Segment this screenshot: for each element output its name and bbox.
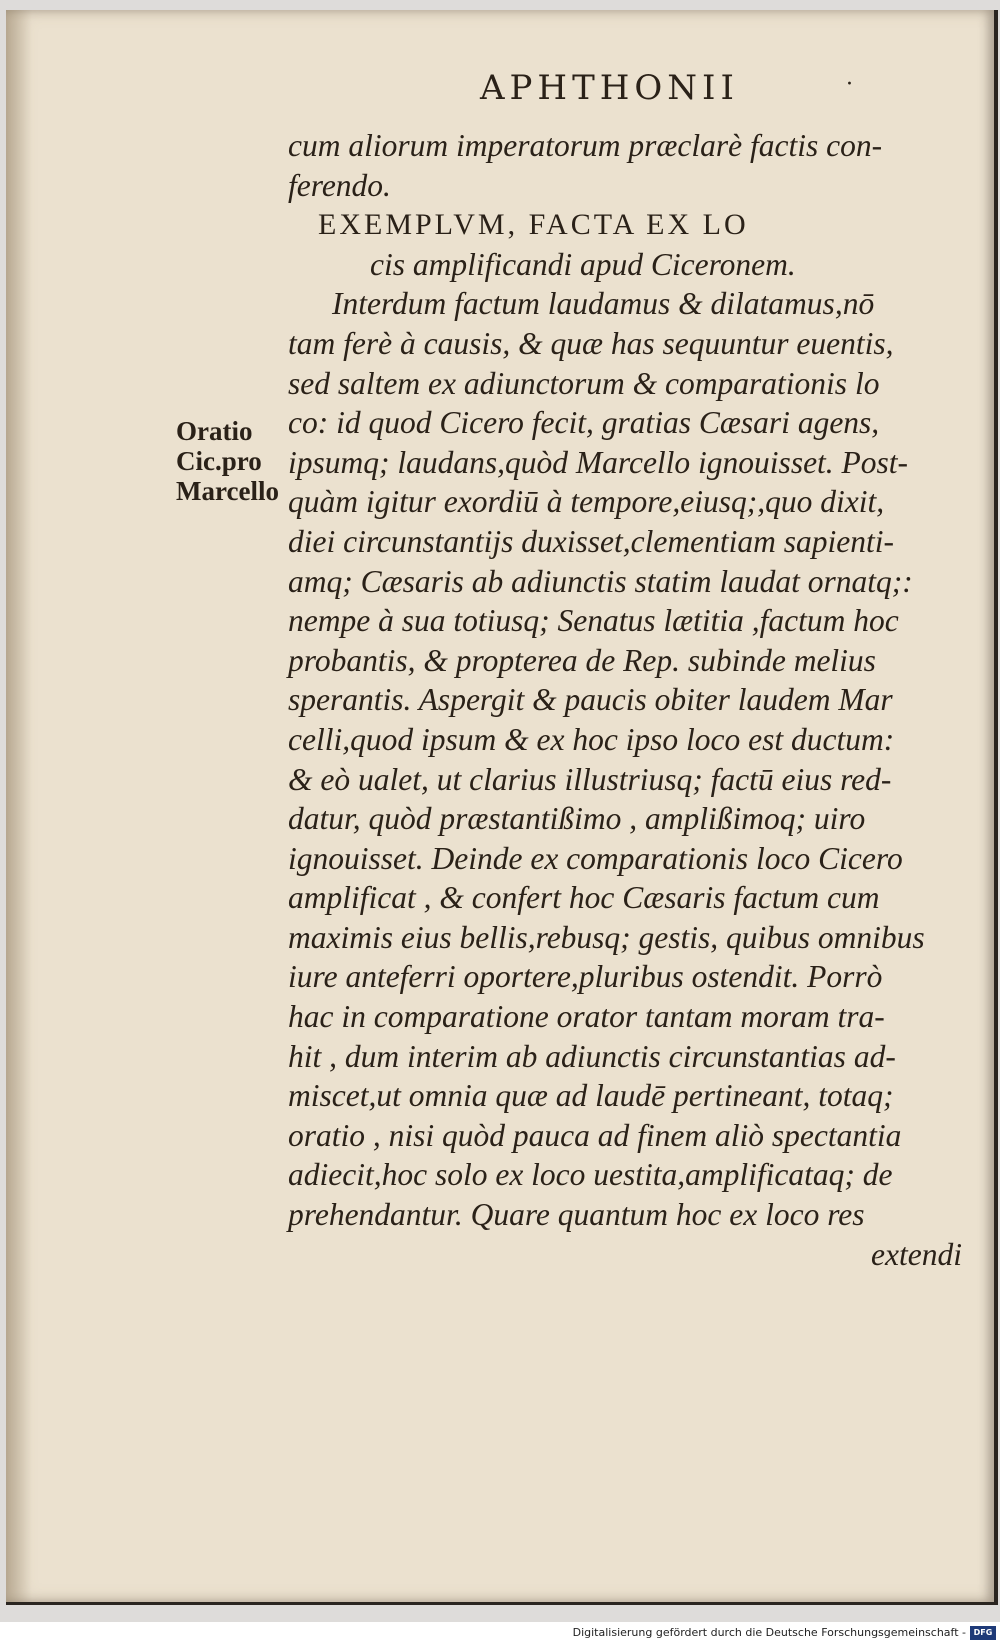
text-line: miscet,ut omnia quæ ad laudē pertineant, totaq; [288,1078,894,1114]
text-line: tam ferè à causis, & quæ has sequuntur euentis, [288,325,894,361]
text-line: hac in comparatione orator tantam moram tra- [288,999,885,1035]
marginal-note-line: Oratio [176,416,253,446]
folio-mark: · [846,72,853,97]
text-line: amplificat , & confert hoc Cæsaris factum cum [288,880,880,916]
text-line: amq; Cæsaris ab adiunctis statim laudat ornatq;: [288,563,913,599]
marginal-note [176,416,296,506]
text-line: ferendo. [288,167,391,203]
text-line: celli,quod ipsum & ex hoc ipso loco est ductum: [288,721,895,757]
text-line: adiecit,hoc solo ex loco uestita,amplificataq; de [288,1157,893,1193]
text-line: ignouisset. Deinde ex comparationis loco Cicero [288,840,903,876]
text-line: ipsumq; laudans,quòd Marcello ignouisset. Post- [288,444,909,480]
text-line: prehendantur. Quare quantum hoc ex loco res [288,1197,865,1233]
text-line: nempe à sua totiusq; Senatus lætitia ,factum hoc [288,603,899,639]
text-line: & eò ualet, ut clarius illustriusq; factū eius red- [288,761,892,797]
marginal-note-line: Cic.pro [176,446,262,476]
section-heading: EXEMPLVM, FACTA EX LO [318,208,749,242]
text-line: datur, quòd præstantißimo , amplißimoq; uiro [288,801,866,837]
funding-credit: Digitalisierung gefördert durch die Deutsche Forschungsgemeinschaft - [572,1626,966,1639]
text-line: diei circunstantijs duxisset,clementiam sapienti- [288,523,894,559]
text-line: sed saltem ex adiunctorum & comparationis lo [288,365,880,401]
dfg-logo-icon: DFG [970,1626,996,1640]
marginal-note-line: Marcello [176,476,279,506]
text-line: hit , dum interim ab adiunctis circunstantias ad- [288,1038,896,1074]
text-line: oratio , nisi quòd pauca ad finem aliò spectantia [288,1117,902,1153]
page-gutter-shadow [6,10,32,1602]
text-line: sperantis. Aspergit & paucis obiter laudem Mar [288,682,893,718]
text-line: co: id quod Cicero fecit, gratias Cæsari agens, [288,405,880,441]
catchword: extendi [871,1236,962,1272]
text-line: iure anteferri oportere,pluribus ostendit. Porrò [288,959,883,995]
section-heading-continuation: cis amplificandi apud Ciceronem. [370,246,796,282]
body-text [288,126,968,1274]
text-line: probantis, & propterea de Rep. subinde melius [288,642,876,678]
text-line: cum aliorum imperatorum præclarè factis con- [288,128,883,163]
text-line: quàm igitur exordiū à tempore,eiusq;,quo dixit, [288,484,885,520]
paragraph-first-line: Interdum factum laudamus & dilatamus,nō [332,286,875,322]
running-head: APHTHONII [480,68,739,108]
footer-bar [0,1622,1000,1645]
text-line: maximis eius bellis,rebusq; gestis, quibus omnibus [288,919,925,955]
